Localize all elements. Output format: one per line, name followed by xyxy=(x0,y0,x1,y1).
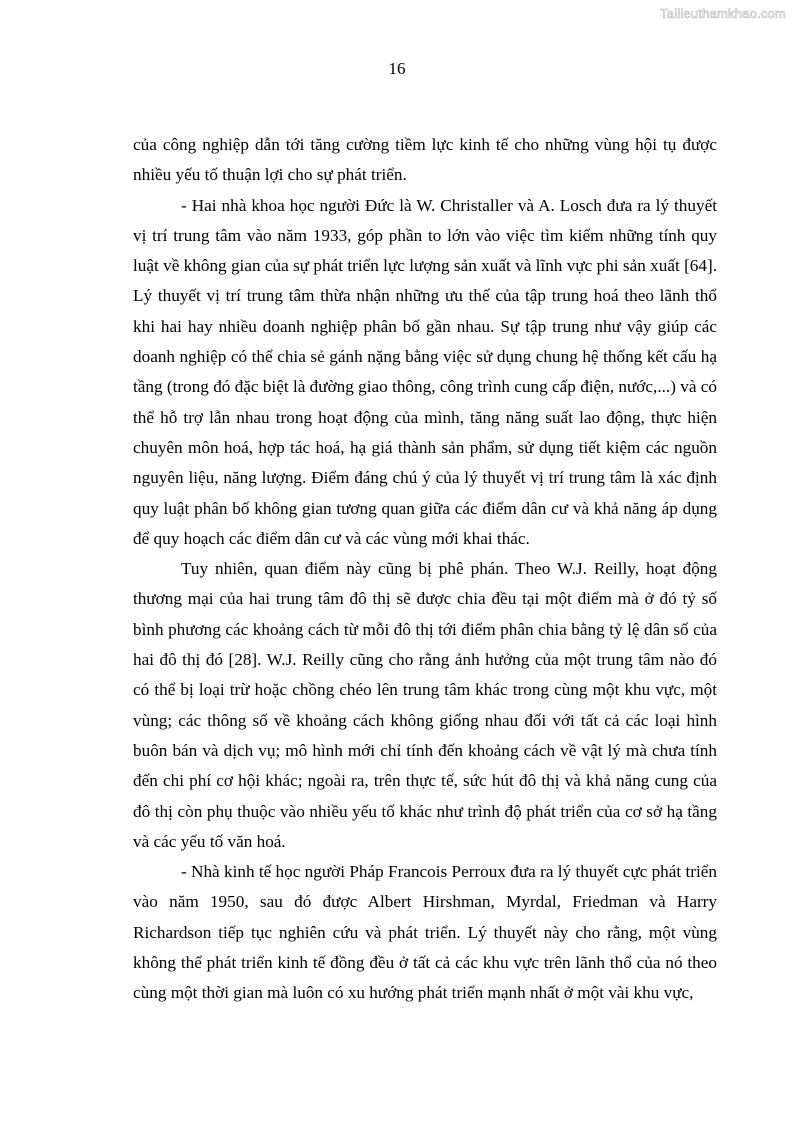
paragraph-3: Tuy nhiên, quan điểm này cũng bị phê phán. Theo W.J. Reilly, hoạt động thương mại của hai trung tâm đô thị sẽ được chia đều tại một điểm mà ở đó tỷ số bình phương các khoảng cách từ mỗi đô thị tới điểm phân chia bằng tỷ lệ dân số của hai đô thị đó [28]. W.J. Reilly cũng cho rằng ảnh hưởng của một trung tâm nào đó có thể bị loại trừ hoặc chồng chéo lên trung tâm khác trong cùng một khu vực, một vùng; các thông số về khoảng cách không giống nhau đối với tất cả các loại hình buôn bán và dịch vụ; mô hình mới chỉ tính đến khoảng cách về vật lý mà chưa tính đến chi phí cơ hội khác; ngoài ra, trên thực tế, sức hút đô thị và khả năng cung của đô thị còn phụ thuộc vào nhiều yếu tố khác như trình độ phát triển của cơ sở hạ tầng và các yếu tố văn hoá. xyxy=(133,559,717,851)
paragraph-4: - Nhà kinh tế học người Pháp Francois Perroux đưa ra lý thuyết cực phát triển vào năm 1950, sau đó được Albert Hirshman, Myrdal, Friedman và Harry Richardson tiếp tục nghiên cứu và phát triển. Lý thuyết này cho rằng, một vùng không thể phát triển kinh tế đồng đều ở tất cả các khu vực trên lãnh thổ của nó theo cùng một thời gian mà luôn có xu hướng phát triển mạnh nhất ở một vài khu vực, xyxy=(133,862,717,1003)
paragraph-2: - Hai nhà khoa học người Đức là W. Christaller và A. Losch đưa ra lý thuyết vị trí trung tâm vào năm 1933, góp phần to lớn vào việc tìm kiếm những tính quy luật về không gian của sự phát triển lực lượng sản xuất và lĩnh vực phi sản xuất [64]. Lý thuyết vị trí trung tâm thừa nhận những ưu thế của tập trung hoá theo lãnh thổ khi hai hay nhiều doanh nghiệp phân bố gần nhau. Sự tập trung như vậy giúp các doanh nghiệp có thể chia sẻ gánh nặng bằng việc sử dụng chung hệ thống kết cấu hạ tầng (trong đó đặc biệt là đường giao thông, công trình cung cấp điện, nước,...) và có thể hỗ trợ lẫn nhau trong hoạt động của mình, tăng năng suất lao động, thực hiện chuyên môn hoá, hợp tác hoá, hạ giá thành sản phẩm, sử dụng tiết kiệm các nguồn nguyên liệu, năng lượng. Điểm đáng chú ý của lý thuyết vị trí trung tâm là xác định quy luật phân bố không gian tương quan giữa các điểm dân cư và khả năng áp dụng để quy hoạch các điểm dân cư và các vùng mới khai thác. xyxy=(133,195,717,548)
document-body xyxy=(133,130,717,1009)
watermark: Tailieuthamkhao.com xyxy=(660,6,786,21)
paragraph-1: của công nghiệp dẫn tới tăng cường tiềm lực kinh tế cho những vùng hội tụ được nhiều yếu tố thuận lợi cho sự phát triển. xyxy=(133,135,717,185)
page-number: 16 xyxy=(388,59,406,78)
